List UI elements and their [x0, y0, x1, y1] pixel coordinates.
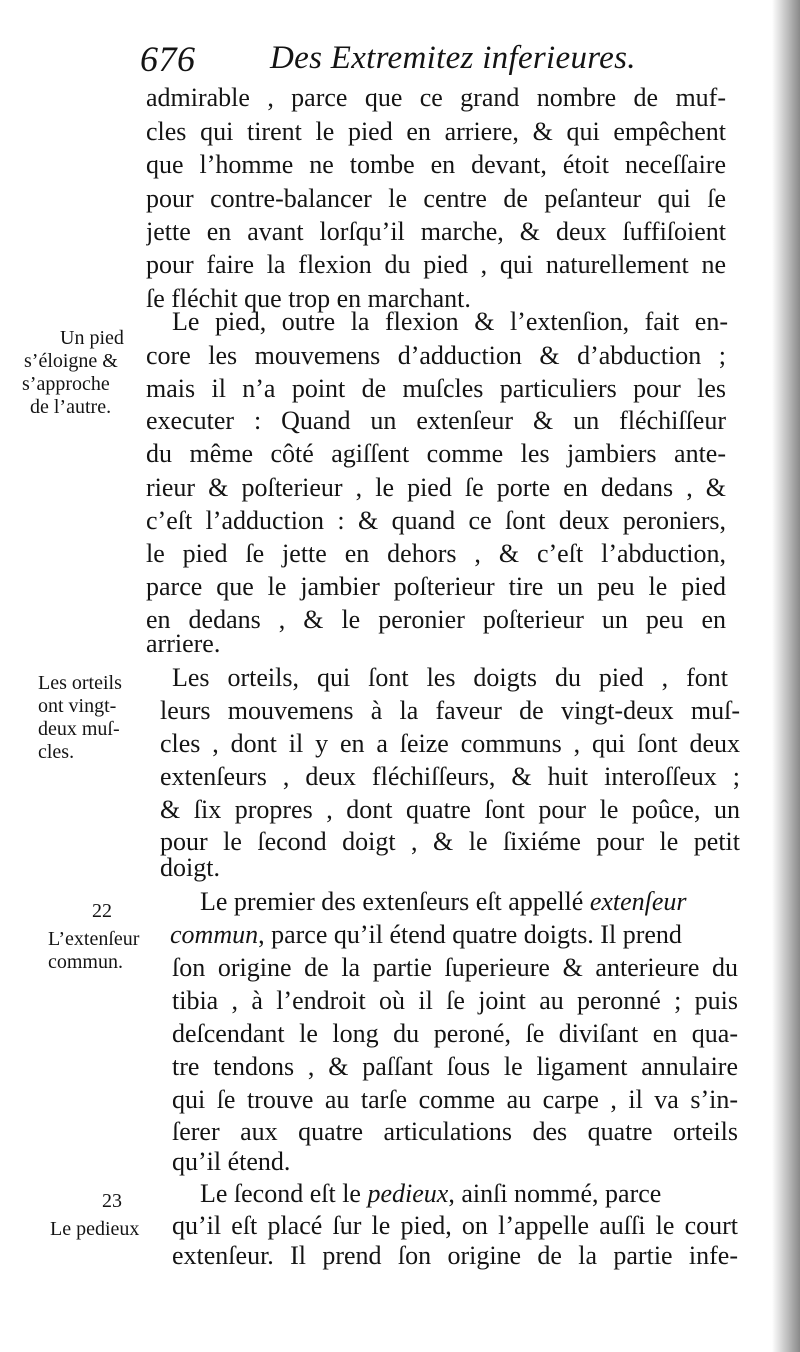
text-line: extenſeur. Il prend ſon origine de la partie infe- — [172, 1241, 738, 1270]
text-line: pour faire la flexion du pied , qui naturellement ne — [146, 250, 726, 279]
text-line: executer : Quand un extenſeur & un fléchiſſeur — [146, 406, 726, 435]
text-line: admirable , parce que ce grand nombre de muf- — [146, 83, 726, 112]
page-number: 676 — [140, 39, 196, 79]
text-line: commun, parce qu’il étend quatre doigts. Il prend — [170, 920, 682, 949]
text-line: qui ſe trouve au tarſe comme au carpe , il va s’in- — [172, 1085, 738, 1114]
text-line: cles qui tirent le pied en arriere, & qui empêchent — [146, 117, 726, 146]
text-line: Le premier des extenſeurs eſt appellé extenſeur — [200, 887, 687, 916]
text-line: ſe fléchit que trop en marchant. — [146, 284, 471, 313]
text-line: cles , dont il y en a ſeize communs , qui ſont deux — [160, 729, 740, 758]
text-line: deſcendant le long du peroné, ſe diviſant en qua- — [172, 1019, 738, 1048]
text-line: en dedans , & le peronier poſterieur un peu en — [146, 605, 726, 634]
text-line: qu’il étend. — [172, 1147, 291, 1176]
text-line: rieur & poſterieur , le pied ſe porte en dedans , & — [146, 473, 726, 502]
text-line: arriere. — [146, 629, 221, 658]
term-extenseur: extenſeur — [589, 887, 687, 916]
text-line: Le ſecond eſt le pedieux, ainſi nommé, parce — [200, 1179, 662, 1208]
text-line: leurs mouvemens à la faveur de vingt-deux muſ- — [160, 696, 740, 725]
text-line: du même côté agiſſent comme les jambiers ante- — [146, 439, 726, 468]
page-edge-shadow — [772, 0, 800, 1352]
term-commun: commun — [170, 920, 259, 949]
text-line: ſon origine de la partie ſuperieure & anterieure du — [172, 953, 738, 982]
text-line: le pied ſe jette en dehors , & c’eſt l’abduction, — [146, 539, 726, 568]
text-line: doigt. — [160, 853, 220, 882]
text-line: tibia , à l’endroit où il ſe joint au peronné ; puis — [172, 986, 738, 1015]
margin-note: Les orteils ont vingt- deux muſ- cles. — [38, 672, 122, 763]
margin-note: L’extenſeur commun. — [48, 928, 140, 973]
margin-note: Un pied s’éloigne & s’approche de l’autre. — [22, 327, 124, 418]
text-line: tre tendons , & paſſant ſous le ligament annulaire — [172, 1052, 738, 1081]
page-header — [140, 38, 740, 82]
reference-number: 22 — [92, 900, 112, 922]
text-line: Le pied, outre la flexion & l’extenſion, fait en- — [172, 307, 728, 336]
text-line: parce que le jambier poſterieur tire un peu le pied — [146, 572, 726, 601]
text-line: pour le ſecond doigt , & le ſixiéme pour le petit — [160, 827, 740, 856]
text-line: qu’il eſt placé ſur le pied, on l’appelle auſſi le court — [172, 1211, 738, 1240]
text-line: extenſeurs , deux fléchiſſeurs, & huit interoſſeux ; — [160, 762, 740, 791]
reference-number: 23 — [102, 1190, 122, 1212]
term-pedieux: pedieux — [367, 1179, 449, 1208]
text-line: jette en avant lorſqu’il marche, & deux ſuffiſoient — [146, 217, 726, 246]
text-line: Les orteils, qui ſont les doigts du pied , font — [172, 663, 728, 692]
text-line: ſerer aux quatre articulations des quatre orteils — [172, 1117, 738, 1146]
margin-note: Le pedieux — [50, 1218, 140, 1240]
text-line: pour contre-balancer le centre de peſanteur qui ſe — [146, 184, 726, 213]
text-line: c’eſt l’adduction : & quand ce ſont deux peroniers, — [146, 506, 726, 535]
text-line: que l’homme ne tombe en devant, étoit neceſſaire — [146, 150, 726, 179]
running-title: Des Extremitez inferieures. — [270, 40, 636, 76]
text-line: core les mouvemens d’adduction & d’abduction ; — [146, 341, 726, 370]
text-line: mais il n’a point de muſcles particuliers pour les — [146, 374, 726, 403]
text-line: & ſix propres , dont quatre ſont pour le poûce, un — [160, 795, 740, 824]
